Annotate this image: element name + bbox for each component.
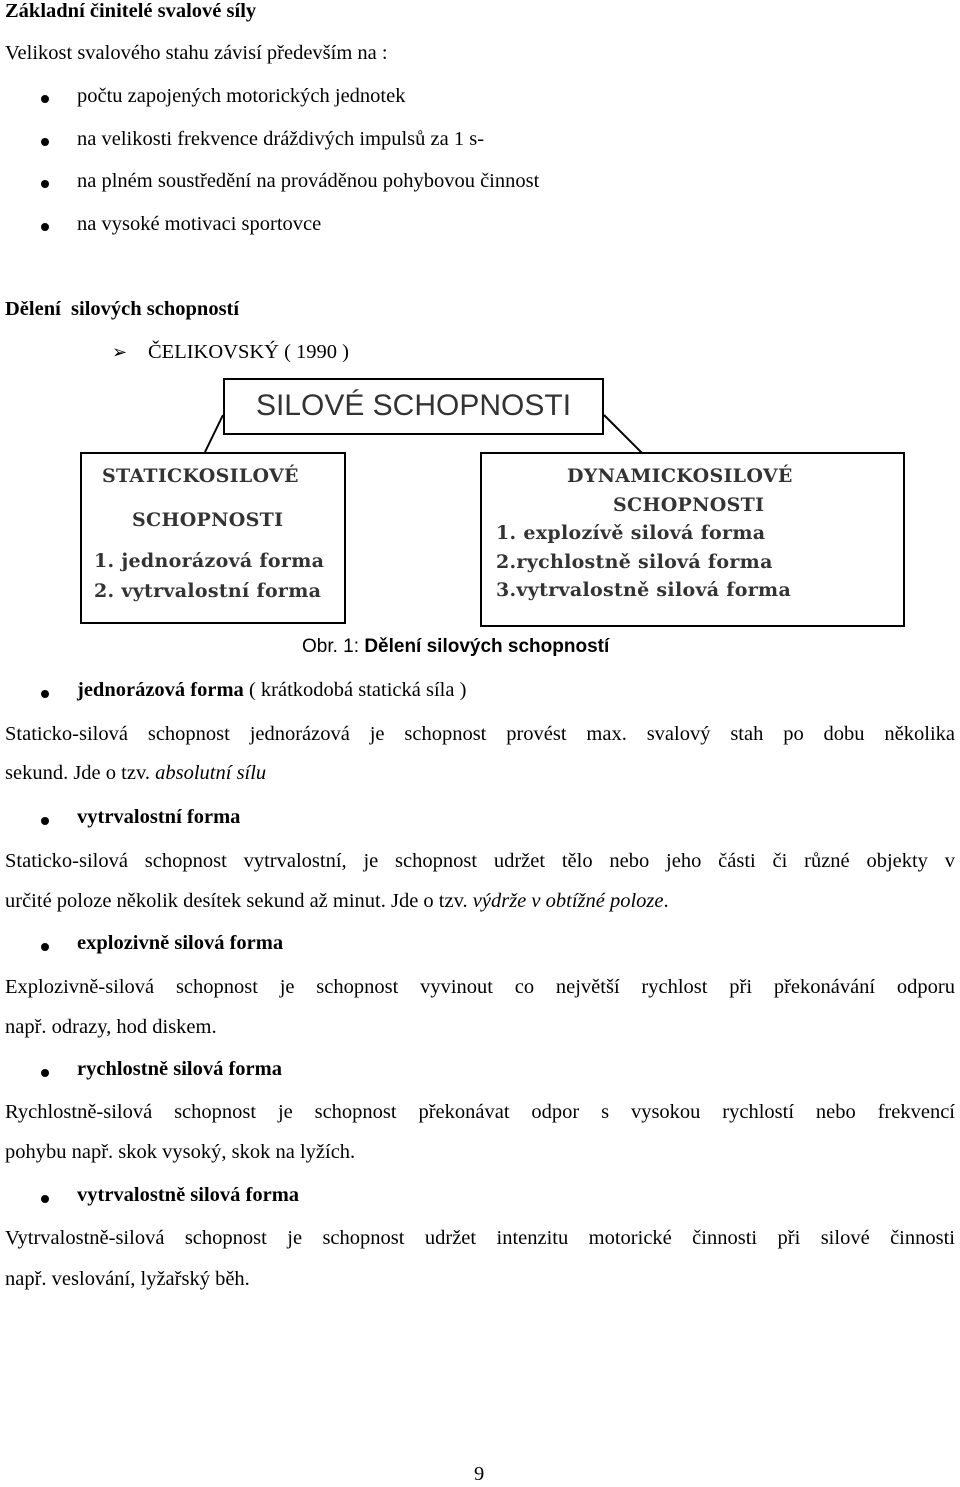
left-box-item: 1. jednorázová forma (94, 550, 325, 572)
diagram-right-box (480, 452, 905, 627)
diagram-left-box (80, 452, 346, 624)
list-item-label: na vysoké motivaci sportovce (77, 213, 322, 235)
intro-text: Velikost svalového stahu závisí především na : (5, 42, 388, 64)
right-box-item: 1. explozívě silová forma (496, 522, 766, 544)
arrow-bullet-icon: ➢ (112, 342, 128, 363)
section-line: Vytrvalostně-silová schopnost je schopnost udržet intenzitu motorické činnosti při silové činnosti (5, 1227, 955, 1249)
section-line: Staticko-silová schopnost vytrvalostní, je schopnost udržet tělo nebo jeho části či různé objekty v (5, 850, 955, 872)
section-line-text: určité poloze několik desítek sekund až minut. Jde o tzv. (5, 890, 473, 912)
author-label: ČELIKOVSKÝ ( 1990 ) (148, 341, 349, 363)
page-number: 9 (474, 1463, 485, 1485)
right-box-item: 3.vytrvalostně silová forma (496, 579, 792, 601)
list-item-label: na velikosti frekvence dráždivých impulsů za 1 s- (77, 128, 485, 150)
section-title: explozivně silová forma (77, 932, 284, 954)
section-line (5, 762, 266, 785)
left-box-title2: SCHOPNOSTI (132, 509, 284, 531)
section-title: vytrvalostně silová forma (77, 1184, 300, 1206)
diagram-top-label: SILOVÉ SCHOPNOSTI (255, 389, 572, 422)
section-line-end: . (663, 890, 669, 912)
bullet-icon (41, 817, 49, 825)
caption-prefix: Obr. 1: (302, 636, 365, 657)
section-line: např. odrazy, hod diskem. (5, 1016, 217, 1038)
right-box-item: 2.rychlostně silová forma (496, 551, 773, 573)
section-line-italic: absolutní sílu (155, 762, 267, 784)
section-title-suffix: ( krátkodobá statická síla ) (243, 679, 467, 701)
section-line: např. veslování, lyžařský běh. (5, 1268, 250, 1290)
section-title: rychlostně silová forma (77, 1058, 282, 1080)
connector-right (604, 415, 644, 455)
section-title (77, 679, 466, 702)
section-line: Staticko-silová schopnost jednorázová je schopnost provést max. svalový stah po dobu několika (5, 723, 955, 745)
bullet-icon (41, 1069, 49, 1077)
section-title: vytrvalostní forma (77, 806, 241, 828)
bullet-icon (41, 690, 49, 698)
section-line: Rychlostně-silová schopnost je schopnost překonávat odpor s vysokou rychlostí nebo frekvencí (5, 1101, 955, 1123)
figure-caption (302, 636, 609, 658)
list-item-label: počtu zapojených motorických jednotek (77, 85, 406, 107)
left-box-item: 2. vytrvalostní forma (94, 580, 322, 602)
diagram-top-box (223, 378, 604, 435)
section-title-text: jednorázová forma (77, 679, 244, 701)
section-line: Explozivně-silová schopnost je schopnost vyvinout co největší rychlost při překonávání odporu (5, 976, 955, 998)
connector-left (205, 415, 223, 452)
section-line (5, 890, 669, 913)
bullet-icon (41, 943, 49, 951)
right-box-title: DYNAMICKOSILOVÉ (567, 465, 793, 487)
caption-text: Dělení silových schopností (364, 636, 610, 657)
bullet-icon (41, 1195, 49, 1203)
right-box-title2: SCHOPNOSTI (613, 494, 765, 516)
left-box-title: STATICKOSILOVÉ (102, 465, 299, 487)
section-line-italic: výdrže v obtížné poloze (472, 890, 664, 912)
page-heading: Základní činitelé svalové síly (5, 0, 257, 22)
division-heading: Dělení silových schopností (5, 298, 240, 320)
section-line-text: sekund. Jde o tzv. (5, 762, 156, 784)
section-line: pohybu např. skok vysoký, skok na lyžích. (5, 1141, 356, 1163)
list-item-label: na plném soustředění na prováděnou pohybovou činnost (77, 170, 540, 192)
